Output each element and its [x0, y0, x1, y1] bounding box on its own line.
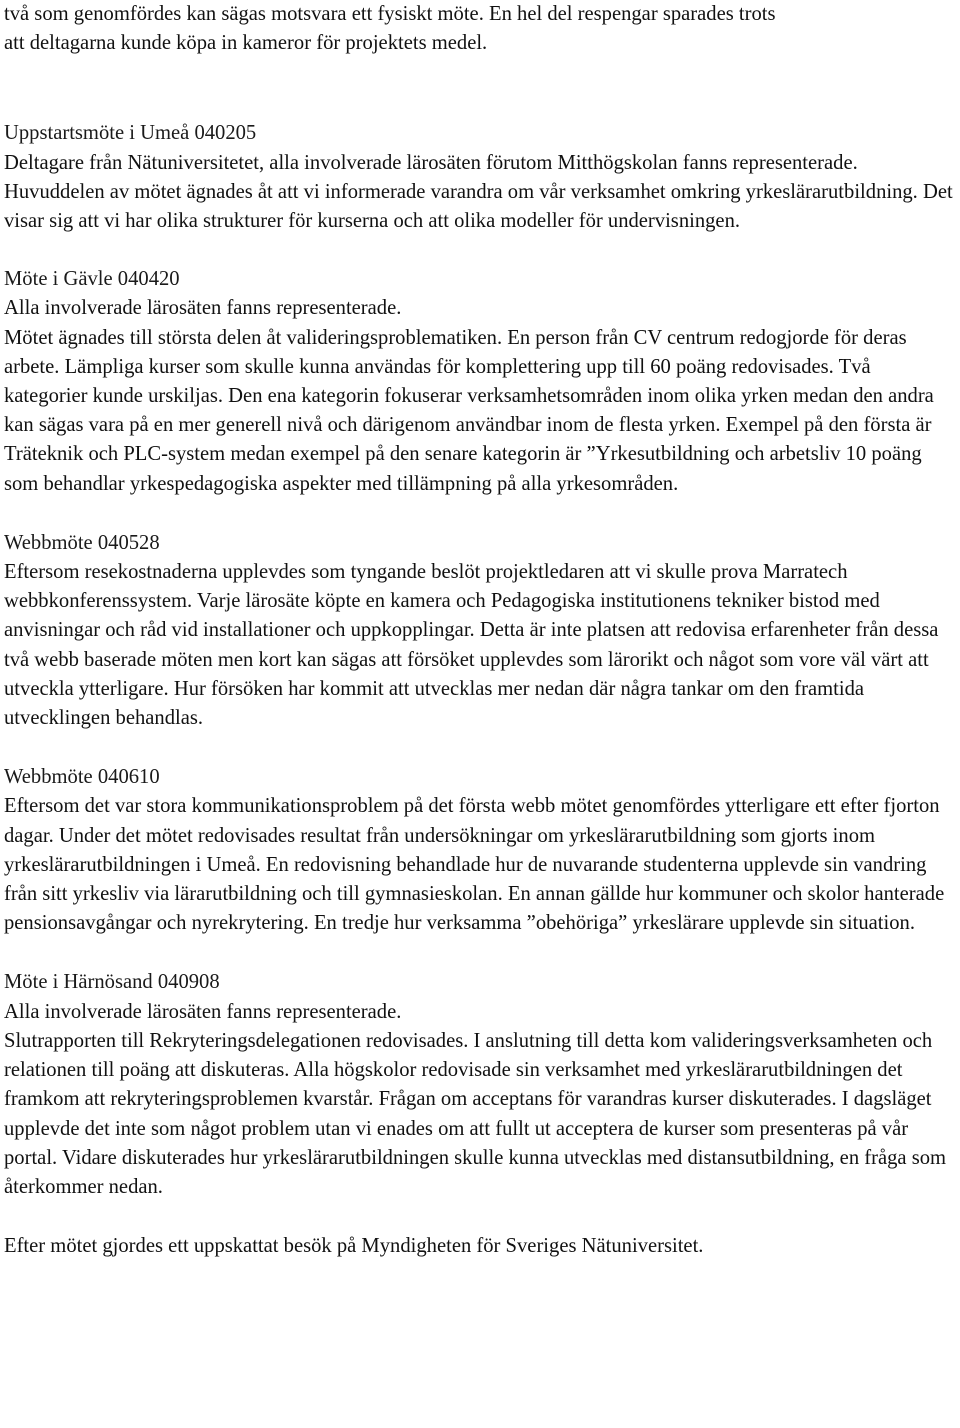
section-paragraph: Eftersom det var stora kommunikationsproblem på det första webb mötet genomfördes ytterligare ett efter fjorton dagar. Under det mötet redovisades resultat från undersökningar om yrkeslärarutbildning som gjorts inom yrkeslärarutbildningen i Umeå. En redovisning behandlade hur de nuvarande studenterna upplevde sin vandring från sitt yrkesliv via lärarutbildning och till gymnasieskolan. En annan gällde hur kommuner och skolor hanterade pensionsavgångar och nyrekrytering. En tredje hur verksamma ”obehöriga” yrkeslärare upplevde sin situation. [4, 795, 945, 935]
section-uppstartsmote-umea [4, 119, 958, 236]
section-paragraph: Deltagare från Nätuniversitetet, alla involverade lärosäten förutom Mitthögskolan fanns representerade. Huvuddelen av mötet ägnades åt att vi informerade varandra om vår verksamhet omkring yrkeslärarutbildning. Det visar sig att vi har olika strukturer för kurserna och att olika modeller för undervisningen. [4, 151, 953, 233]
intro-section [4, 0, 958, 58]
spacer [4, 733, 958, 763]
spacer [4, 1202, 958, 1232]
section-paragraph: Mötet ägnades till största delen åt valideringsproblematiken. En person från CV centrum redogjorde för deras arbete. Lämpliga kurser som skulle kunna användas för komplettering upp till 60 poäng redovisades. Två kategorier kunde urskiljas. Den ena kategorin fokuserar verksamhetsområden inom olika yrken medan den andra kan sägas vara på en mer generell nivå och därigenom användbar inom de flesta yrken. Exempel på den första är Träteknik och PLC-system medan exempel på den senare kategorin är ”Yrkesutbildning och arbetsliv 10 poäng som behandlar yrkespedagogiska aspekter med tillämpning på alla yrkesområden. [4, 326, 934, 495]
spacer [4, 236, 958, 265]
intro-line-1: två som genomfördes kan sägas motsvara ett fysiskt möte. En hel del respengar sparades trots [4, 3, 776, 25]
section-mote-gavle [4, 265, 958, 499]
section-heading: Webbmöte 040610 [4, 766, 160, 789]
section-mote-harnosand [4, 968, 958, 1202]
section-heading: Webbmöte 040528 [4, 531, 160, 554]
section-heading: Uppstartsmöte i Umeå 040205 [4, 122, 257, 145]
section-heading: Möte i Gävle 040420 [4, 268, 180, 291]
closing-paragraph: Efter mötet gjordes ett uppskattat besök på Myndigheten för Sveriges Nätuniversitet. [4, 1235, 704, 1258]
section-paragraph: Slutrapporten till Rekryteringsdelegationen redovisades. I anslutning till detta kom valideringsverksamheten och relationen till poäng att diskuteras. Alla högskolor redovisade sin verksamhet med yrkeslärarutbildningen det framkom att rekryteringsproblemen kvarstår. Frågan om acceptans för varandras kurser diskuterades. I dagsläget upplevde det inte som något problem utan vi enades om att fullt ut acceptera de kurser som presenteras på vår portal. Vidare diskuterades hur yrkeslärarutbildningen skulle kunna utvecklas med distansutbildning, en fråga som återkommer nedan. [4, 1029, 947, 1198]
section-paragraph: Alla involverade lärosäten fanns representerade. [4, 1000, 402, 1023]
spacer [4, 58, 958, 119]
section-webbmote-040528 [4, 529, 958, 733]
section-heading: Möte i Härnösand 040908 [4, 971, 220, 994]
intro-line-2: att deltagarna kunde köpa in kameror för projektets medel. [4, 32, 488, 55]
spacer [4, 938, 958, 968]
section-paragraph: Eftersom resekostnaderna upplevdes som tyngande beslöt projektledaren att vi skulle prova Marratech webbkonferenssystem. Varje lärosäte köpte en kamera och Pedagogiska institutionens tekniker bistod med anvisningar och råd vid installationer och uppkopplingar. Detta är inte platsen att redovisa erfarenheter från dessa två webb baserade möten men kort kan sägas att försöket upplevdes som lärorikt och något som vore väl värt att utveckla ytterligare. Hur försöken har kommit att utvecklas mer nedan där några tankar om den framtida utvecklingen behandlas. [4, 561, 939, 730]
spacer [4, 499, 958, 529]
section-webbmote-040610 [4, 763, 958, 938]
section-paragraph: Alla involverade lärosäten fanns representerade. [4, 297, 402, 320]
document-page [4, 0, 958, 1261]
